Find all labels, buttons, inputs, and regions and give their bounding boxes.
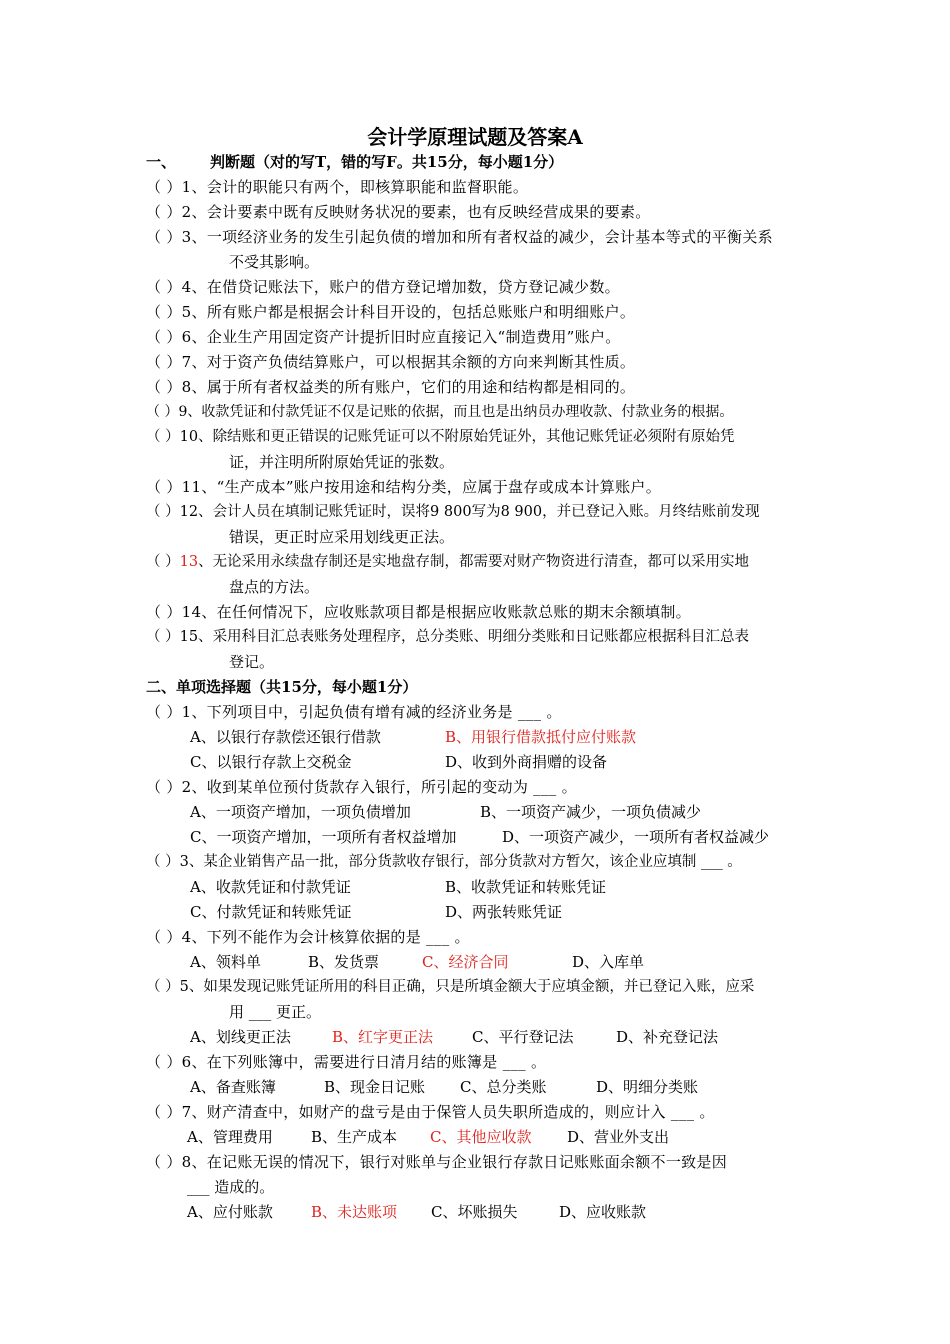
choice-question-5: （ ）5、如果发现记账凭证所用的科目正确，只是所填金额大于应填金额，并已登记入账，应采	[146, 979, 755, 995]
judge-item-9: （ ）9、收款凭证和付款凭证不仅是记账的依据，而且也是出纳员办理收款、付款业务的根据。	[146, 404, 734, 420]
choice-question-2: （ ）2、收到某单位预付货款存入银行，所引起的变动为 ___ 。	[146, 778, 577, 796]
choice-4-option-d: D、入库单	[572, 953, 645, 971]
judge-item-6: （ ）6、企业生产用固定资产计提折旧时应直接记入“制造费用”账户。	[146, 328, 621, 346]
choice-7-options	[187, 1127, 807, 1147]
section-1-title: 判断题（对的写T，错的写F。共15分，每小题1分）	[210, 153, 564, 171]
section-1-heading	[146, 152, 563, 172]
choice-5-option-a: A、划线更正法	[190, 1028, 291, 1046]
choice-5-option-b: B、红字更正法	[332, 1028, 434, 1046]
judge-item-13-continued: 盘点的方法。	[229, 578, 320, 596]
choice-1-option-a: A、以银行存款偿还银行借款	[190, 728, 381, 746]
choice-1-options-row2	[190, 752, 810, 772]
judge-item-14: （ ）14、在任何情况下，应收账款项目都是根据应收账款总账的期末余额填制。	[146, 603, 691, 621]
choice-4-options	[190, 952, 810, 972]
choice-7-option-a: A、管理费用	[187, 1128, 273, 1146]
section-2-heading: 二、单项选择题（共15分，每小题1分）	[146, 678, 418, 696]
judge-item-12-continued: 错误，更正时应采用划线更正法。	[229, 528, 455, 546]
judge-item-15-continued: 登记。	[229, 653, 275, 671]
choice-5-options	[190, 1027, 810, 1047]
judge-item-8: （ ）8、属于所有者权益类的所有账户，它们的用途和结构都是相同的。	[146, 378, 636, 396]
judge-item-3-continued: 不受其影响。	[229, 253, 320, 271]
choice-question-8-continued: ___ 造成的。	[187, 1178, 275, 1196]
judge-item-10: （ ）10、除结账和更正错误的记账凭证可以不附原始凭证外，其他记账凭证必须附有原始凭	[146, 429, 735, 445]
choice-2-options	[190, 802, 810, 822]
judge-item-15: （ ）15、采用科目汇总表账务处理程序，总分类账、明细分类账和日记账都应根据科目汇总表	[146, 629, 750, 645]
judge-item-3: （ ）3、一项经济业务的发生引起负债的增加和所有者权益的减少，会计基本等式的平衡关系	[146, 228, 773, 246]
choice-8-option-b: B、未达账项	[311, 1203, 398, 1221]
choice-8-option-d: D、应收账款	[559, 1203, 647, 1221]
choice-2-option-d: D、一项资产减少，一项所有者权益减少	[502, 828, 770, 846]
judge-item-5: （ ）5、所有账户都是根据会计科目开设的，包括总账账户和明细账户。	[146, 303, 636, 321]
choice-2-option-a: A、一项资产增加，一项负债增加	[190, 803, 411, 821]
judge-item-11: （ ）11、“生产成本”账户按用途和结构分类，应属于盘存或成本计算账户。	[146, 478, 661, 496]
choice-1-options	[190, 727, 810, 747]
choice-8-options	[187, 1202, 807, 1222]
judge-item-10-continued: 证，并注明所附原始凭证的张数。	[229, 453, 455, 471]
choice-6-option-d: D、明细分类账	[596, 1078, 699, 1096]
judge-item-12: （ ）12、会计人员在填制记账凭证时，误将9 800写为8 900，并已登记入账。月终结账前发现	[146, 504, 760, 520]
judge-item-4: （ ）4、在借贷记账法下，账户的借方登记增加数，贷方登记减少数。	[146, 278, 620, 296]
choice-2-options-row2	[190, 827, 810, 847]
choice-3-option-b: B、收款凭证和转账凭证	[445, 878, 607, 896]
choice-6-options	[190, 1077, 810, 1097]
choice-6-option-b: B、现金日记账	[324, 1078, 426, 1096]
choice-3-option-a: A、收款凭证和付款凭证	[190, 878, 351, 896]
section-1-number: 一、	[146, 153, 177, 171]
choice-8-option-a: A、应付账款	[187, 1203, 273, 1221]
judge-item-13: （ ）13、无论采用永续盘存制还是实地盘存制，都需要对财产物资进行清查，都可以采用实地	[146, 554, 750, 570]
choice-question-8: （ ）8、在记账无误的情况下，银行对账单与企业银行存款日记账账面余额不一致是因	[146, 1153, 728, 1171]
choice-7-option-c: C、其他应收款	[430, 1128, 532, 1146]
choice-4-option-a: A、领料单	[190, 953, 261, 971]
choice-3-options-row2	[190, 902, 810, 922]
choice-3-option-c: C、付款凭证和转账凭证	[190, 903, 352, 921]
choice-7-option-d: D、营业外支出	[567, 1128, 670, 1146]
choice-4-option-c: C、经济合同	[422, 953, 509, 971]
choice-question-1: （ ）1、下列项目中，引起负债有增有减的经济业务是 ___ 。	[146, 703, 562, 721]
choice-question-5-continued: 用 ___ 更正。	[229, 1003, 322, 1021]
choice-5-option-d: D、补充登记法	[616, 1028, 719, 1046]
judge-item-1: （ ）1、会计的职能只有两个，即核算职能和监督职能。	[146, 178, 529, 196]
choice-question-6: （ ）6、在下列账簿中，需要进行日清月结的账簿是 ___ 。	[146, 1053, 547, 1071]
choice-question-7: （ ）7、财产清查中，如财产的盘亏是由于保管人员失职所造成的，则应计入 ___ 。	[146, 1103, 715, 1121]
judge-item-2: （ ）2、会计要素中既有反映财务状况的要素，也有反映经营成果的要素。	[146, 203, 651, 221]
choice-5-option-c: C、平行登记法	[472, 1028, 574, 1046]
document-title: 会计学原理试题及答案A	[367, 125, 583, 149]
choice-2-option-c: C、一项资产增加，一项所有者权益增加	[190, 828, 457, 846]
choice-6-option-a: A、备查账簿	[190, 1078, 276, 1096]
choice-question-4: （ ）4、下列不能作为会计核算依据的是 ___ 。	[146, 928, 470, 946]
judge-item-7: （ ）7、对于资产负债结算账户，可以根据其余额的方向来判断其性质。	[146, 353, 636, 371]
choice-3-option-d: D、两张转账凭证	[445, 903, 563, 921]
choice-1-option-d: D、收到外商捐赠的设备	[445, 753, 608, 771]
choice-1-option-b: B、用银行借款抵付应付账款	[445, 728, 637, 746]
choice-8-option-c: C、坏账损失	[431, 1203, 518, 1221]
choice-6-option-c: C、总分类账	[460, 1078, 547, 1096]
answer-marked-number: 13	[179, 554, 199, 570]
choice-4-option-b: B、发货票	[308, 953, 380, 971]
choice-question-3: （ ）3、某企业销售产品一批，部分货款收存银行，部分货款对方暂欠，该企业应填制 ___ 。	[146, 854, 742, 870]
choice-1-option-c: C、以银行存款上交税金	[190, 753, 352, 771]
choice-7-option-b: B、生产成本	[311, 1128, 398, 1146]
choice-3-options	[190, 877, 810, 897]
choice-2-option-b: B、一项资产减少，一项负债减少	[480, 803, 702, 821]
